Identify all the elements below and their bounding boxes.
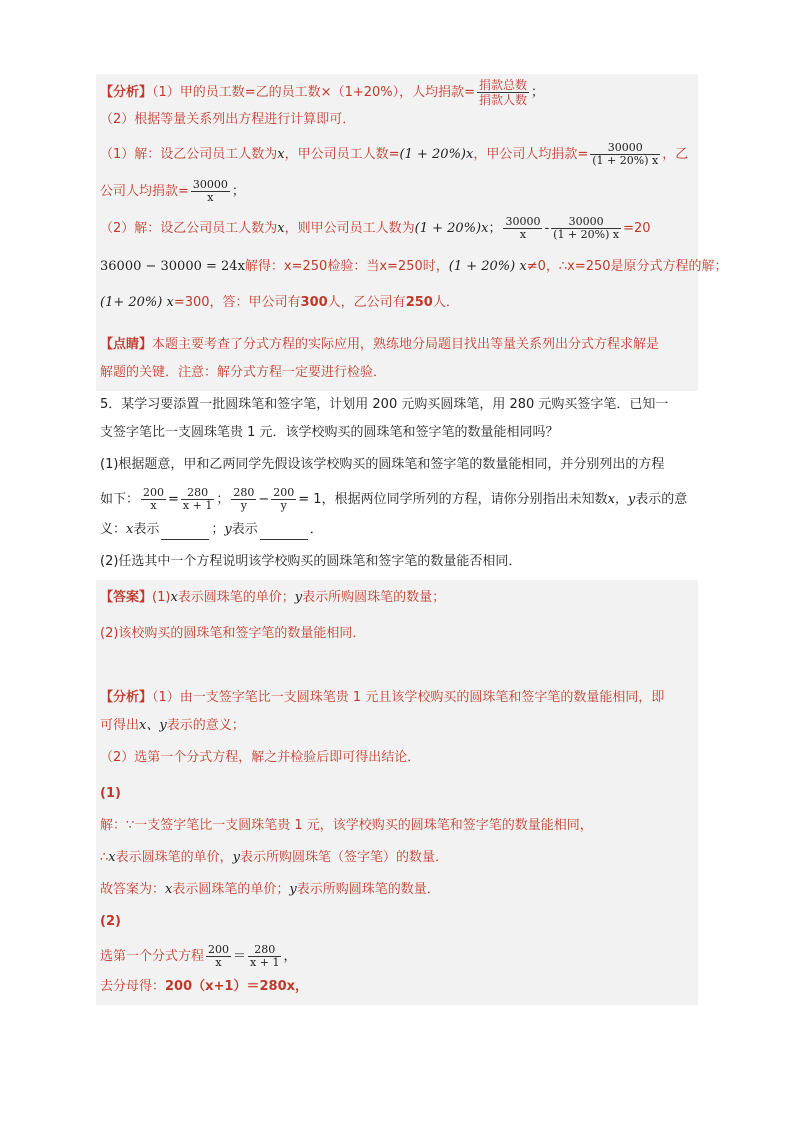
text: （1）解：设乙公司员工人数为 (100, 147, 278, 162)
var-y: y (289, 882, 297, 897)
math-expr: (1 + 20%) x (448, 259, 527, 274)
answer-section (96, 580, 698, 1005)
text: 表示圆珠笔的单价； (177, 590, 295, 605)
vars: x，y (607, 492, 636, 507)
text: 250 (405, 295, 433, 310)
text: 公司人均捐款= (100, 184, 189, 199)
fraction-denominator: x + 1 (250, 956, 280, 969)
answer-line-2: (2)该校购买的圆珠笔和签字笔的数量能相同． (100, 626, 366, 641)
analysis-tag: 【分析】 (100, 690, 153, 705)
fraction-numerator: 280 (181, 487, 214, 500)
text: 表示的意 (635, 492, 688, 507)
solution2-line-2 (96, 840, 698, 876)
review-line-2: 解题的关键．注意：解分式方程一定要进行检验． (100, 365, 387, 380)
vars: x、y (139, 718, 167, 733)
text: ，甲公司人均捐款= (473, 147, 589, 162)
equals-sign: = (168, 492, 179, 507)
question-5 (96, 391, 698, 580)
var-y: y (294, 590, 303, 605)
text: 是原分式方程的解； (610, 259, 728, 274)
text: x=250 (567, 259, 611, 274)
text: = 1 (298, 492, 322, 507)
text: 时， (422, 259, 449, 274)
fraction-denominator: x (150, 499, 157, 512)
analysis-section-1 (96, 74, 728, 391)
text: 解得： (244, 259, 284, 274)
fraction (248, 944, 281, 969)
analysis-tag: 【分析】 (100, 85, 153, 100)
var-x: x (277, 221, 285, 236)
review-line-1 (96, 331, 698, 359)
text: =300，答：甲公司有 (173, 295, 301, 310)
var-y: y (232, 850, 240, 865)
text: 表示 (133, 522, 160, 537)
fraction-numerator: 200 (273, 486, 295, 499)
question-line-2: 支签字笔比一支圆珠笔贵 1 元．该学校购买的圆珠笔和签字笔的数量能相同吗？ (100, 425, 559, 440)
text: 如下： (100, 492, 140, 507)
text: 人，乙公司有 (327, 295, 406, 310)
fraction (551, 216, 621, 241)
answer-tag: 【答案】 (100, 590, 153, 605)
solution2-heading-1: (1) (100, 786, 121, 801)
text: 可得出 (100, 718, 140, 733)
fraction-numerator: 200 (208, 943, 230, 956)
solution2-line-3 (96, 876, 698, 904)
analysis-line-2: （2）根据等量关系列出方程进行计算即可． (100, 112, 356, 127)
text: 人． (432, 295, 459, 310)
fraction-numerator: 200 (143, 486, 165, 499)
text: =20 (623, 221, 651, 236)
var-x: x (170, 590, 178, 605)
punctuation: ， (283, 949, 297, 964)
solution-line-4 (96, 249, 728, 285)
fraction-denominator: y (280, 499, 287, 512)
solution-line-1 (96, 134, 698, 175)
fraction-numerator: 30000 (551, 216, 621, 229)
analysis2-line-3: （2）选第一个分式方程，解之并检验后即可得出结论． (100, 750, 421, 765)
text: 表示所购圆珠笔的数量． (296, 882, 440, 897)
minus-sign: - (544, 221, 550, 236)
solution-line-3 (96, 208, 698, 249)
fraction (231, 487, 256, 512)
text: 选第一个分式方程 (100, 949, 205, 964)
text: 表示所购圆珠笔（签字笔）的数量． (240, 850, 449, 865)
solution-line-2 (96, 175, 698, 208)
text: 本题主要考查了分式方程的实际应用，熟练地分局题目找出等量关系列出分式方程求解是 (152, 337, 660, 352)
solution-line-5 (96, 285, 698, 321)
solution2-line-4 (96, 940, 698, 973)
fraction-denominator: (1 + 20%) x (553, 228, 620, 241)
text: ，根据两位同学所列的方程，请你分别指出未知数 (321, 492, 608, 507)
punctuation: ． (309, 522, 323, 537)
text: 检验：当 (327, 259, 380, 274)
review-tag: 【点睛】 (100, 337, 153, 352)
math-expr: (1 + 20%)x (399, 147, 474, 162)
fraction-denominator: x (207, 191, 214, 204)
question-line-5 (96, 516, 698, 544)
math-expr: (1 + 20%)x (414, 221, 489, 236)
punctuation: ； (231, 184, 245, 199)
text: 表示圆珠笔的单价， (115, 850, 233, 865)
answer-line-1 (96, 580, 698, 616)
var-x: x (277, 147, 285, 162)
fraction-denominator: x (215, 956, 222, 969)
punctuation: ； (211, 522, 225, 537)
text: （1）由一支签字笔比一支圆珠笔贵 1 元且该学校购买的圆珠笔和签字笔的数量能相同，即 (152, 690, 665, 705)
fraction-denominator: y (240, 499, 247, 512)
text: 去分母得： (100, 979, 166, 994)
text: 200（x+1）＝280x， (165, 979, 308, 994)
punctuation: ； (488, 221, 502, 236)
minus-sign: − (258, 492, 270, 507)
answer-blank-y[interactable] (260, 527, 308, 540)
text: (1) (152, 590, 171, 605)
text: ，则甲公司员工人数为 (284, 221, 415, 236)
text: 表示 (231, 522, 258, 537)
text: ≠0，∴ (526, 259, 568, 274)
solution2-heading-2: (2) (100, 914, 121, 929)
fraction-denominator: x + 1 (182, 499, 213, 512)
math-expr: 36000 − 30000 = 24x (100, 259, 245, 274)
fraction-numerator: 30000 (505, 215, 541, 228)
question-line-1: 5．某学习要添置一批圆珠笔和签字笔，计划用 200 元购买圆珠笔，用 280 元购买签字笔．已知一 (100, 397, 669, 412)
fraction-denominator: 捐款人数 (479, 93, 528, 107)
fraction-numerator: 30000 (590, 142, 660, 155)
analysis2-line-1 (96, 684, 698, 712)
var-x: x (165, 882, 173, 897)
text: 表示的意义； (166, 718, 245, 733)
fraction-numerator: 30000 (192, 178, 228, 191)
text: 表示所购圆珠笔的数量； (302, 590, 446, 605)
fraction (206, 944, 231, 969)
solution2-line-5 (96, 973, 698, 1005)
text: （2）解：设乙公司员工人数为 (100, 221, 278, 236)
text: ，乙 (662, 147, 689, 162)
equals-sign: ＝ (233, 949, 247, 964)
fraction-numerator: 捐款总数 (479, 78, 528, 92)
var-y: y (224, 522, 232, 537)
text: 表示圆珠笔的单价； (172, 882, 290, 897)
fraction-donation (477, 78, 529, 107)
text: 义： (100, 522, 127, 537)
fraction-denominator: (1 + 20%) x (592, 154, 659, 167)
fraction (503, 216, 542, 241)
question-line-4 (96, 483, 698, 516)
fraction (271, 487, 296, 512)
punctuation: ； (531, 85, 545, 100)
analysis2-line-2 (96, 712, 698, 740)
fraction (181, 487, 214, 512)
fraction-numerator: 280 (248, 944, 281, 957)
question-line-3: (1)根据题意，甲和乙两同学先假设该学校购买的圆珠笔和签字笔的数量能相同，并分别列出的方程 (100, 457, 665, 472)
document-page (96, 74, 728, 1005)
fraction (191, 179, 230, 204)
math-expr: (1+ 20%) x (100, 295, 174, 310)
fraction (141, 487, 166, 512)
analysis-text: （1）甲的员工数=乙的员工数×（1+20%），人均捐款= (152, 85, 476, 100)
var-x: x (126, 522, 134, 537)
fraction-numerator: 280 (233, 486, 255, 499)
solution2-line-1: 解：∵一支签字笔比一支圆珠笔贵 1 元，该学校购买的圆珠笔和签字笔的数量能相同， (100, 818, 593, 833)
text: ，甲公司员工人数= (284, 147, 400, 162)
text: 300 (300, 295, 328, 310)
text: x=250 (283, 259, 328, 274)
answer-blank-x[interactable] (161, 527, 209, 540)
punctuation: ； (216, 492, 230, 507)
fraction (590, 142, 660, 167)
var-x: x (108, 850, 116, 865)
question-line-6: (2)任选其中一个方程说明该学校购买的圆珠笔和签字笔的数量能否相同． (100, 554, 522, 569)
text: 故答案为： (100, 882, 166, 897)
text: x=250 (379, 259, 423, 274)
analysis-line-1 (96, 74, 698, 106)
text: ∴ (100, 850, 109, 865)
fraction-denominator: x (519, 228, 527, 241)
